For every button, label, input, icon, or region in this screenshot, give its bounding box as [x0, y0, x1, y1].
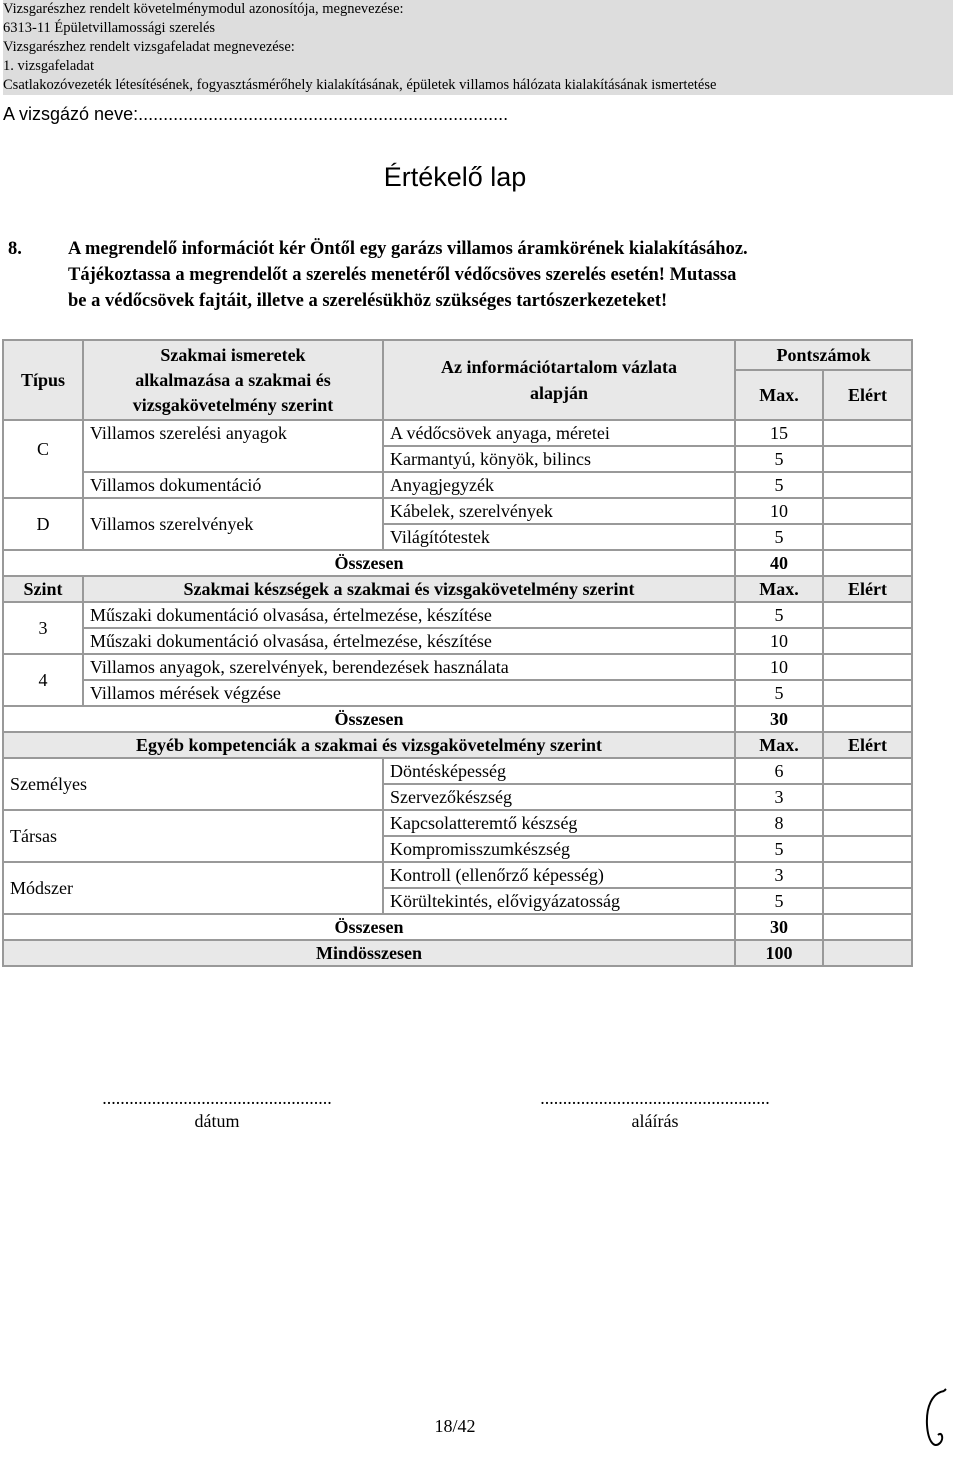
subtotal-label: Összesen	[3, 550, 735, 576]
date-label: dátum	[194, 1111, 240, 1131]
total-row	[3, 940, 912, 966]
subtotal-label: Összesen	[3, 706, 735, 732]
date-dots: ...................................................	[102, 1088, 332, 1108]
table-header-row	[3, 340, 912, 370]
table-row	[3, 862, 912, 888]
table-row	[3, 472, 912, 498]
area-villamos-szerelesi-anyagok: Villamos szerelési anyagok	[83, 420, 383, 472]
header-szakmai-line: vizsgakövetelmény szerint	[132, 394, 334, 415]
group-tarsas: Társas	[3, 810, 383, 862]
elert-cell[interactable]	[823, 498, 912, 524]
area-villamos-dokumentacio: Villamos dokumentáció	[83, 472, 383, 498]
type-d: D	[3, 498, 83, 550]
header-szakmai-line: alkalmazása a szakmai és	[135, 369, 331, 390]
elert-cell[interactable]	[823, 784, 912, 810]
header-line-1: Vizsgarészhez rendelt követelménymodul azonosítója, megnevezése:	[3, 1, 404, 17]
subtotal-value: 30	[735, 706, 823, 732]
task-number: 8.	[8, 239, 22, 259]
elert-cell[interactable]	[823, 862, 912, 888]
elert-cell[interactable]	[823, 472, 912, 498]
table-row	[3, 810, 912, 836]
header-pontszamok: Pontszámok	[735, 340, 912, 370]
max-cell: 8	[735, 810, 823, 836]
task-line-2: Tájékoztassa a megrendelőt a szerelés menetéről védőcsöves szerelés esetén! Mutassa	[68, 265, 737, 285]
header-line-5: Csatlakozóvezeték létesítésének, fogyasztásmérőhely kialakításának, épületek villamos hálózata kialakításának ismertetése	[3, 77, 717, 93]
info-cell: Karmantyú, könyök, bilincs	[383, 446, 735, 472]
elert-cell[interactable]	[823, 654, 912, 680]
table-row	[3, 498, 912, 524]
page-title: Értékelő lap	[383, 162, 527, 192]
table-row	[3, 654, 912, 680]
elert-cell[interactable]	[823, 680, 912, 706]
header-egyeb-kompetenciak: Egyéb kompetenciák a szakmai és vizsgakövetelmény szerint	[3, 732, 735, 758]
subtotal-value: 30	[735, 914, 823, 940]
max-cell: 3	[735, 862, 823, 888]
elert-cell[interactable]	[823, 914, 912, 940]
max-cell: 10	[735, 498, 823, 524]
max-cell: 5	[735, 446, 823, 472]
group-szemelyes: Személyes	[3, 758, 383, 810]
handwritten-mark-icon	[922, 1385, 954, 1455]
group-modszer: Módszer	[3, 862, 383, 914]
section-header-row	[3, 576, 912, 602]
page-header	[3, 0, 953, 95]
header-max: Max.	[735, 576, 823, 602]
header-line-4: 1. vizsgafeladat	[3, 58, 94, 74]
total-value: 100	[735, 940, 823, 966]
max-cell: 5	[735, 524, 823, 550]
table-row	[3, 680, 912, 706]
elert-cell[interactable]	[823, 524, 912, 550]
subtotal-row	[3, 550, 912, 576]
max-cell: 3	[735, 784, 823, 810]
competence-cell: Kompromisszumkészség	[383, 836, 735, 862]
level-4: 4	[3, 654, 83, 706]
max-cell: 5	[735, 836, 823, 862]
header-line-2: 6313-11 Épületvillamossági szerelés	[3, 20, 216, 36]
header-elert: Elért	[823, 576, 912, 602]
competence-cell: Körültekintés, elővigyázatosság	[383, 888, 735, 914]
elert-cell[interactable]	[823, 602, 912, 628]
elert-cell[interactable]	[823, 888, 912, 914]
header-elert: Elért	[823, 732, 912, 758]
task-description	[8, 236, 908, 314]
max-cell: 5	[735, 680, 823, 706]
signature-dots: ...................................................	[540, 1088, 770, 1108]
header-elert: Elért	[823, 370, 912, 420]
skill-cell: Műszaki dokumentáció olvasása, értelmezése, készítése	[83, 602, 735, 628]
header-line-3: Vizsgarészhez rendelt vizsgafeladat megnevezése:	[3, 39, 295, 55]
competence-cell: Kontroll (ellenőrző képesség)	[383, 862, 735, 888]
area-villamos-szerelvenyek: Villamos szerelvények	[83, 498, 383, 550]
skill-cell: Villamos anyagok, szerelvények, berendezések használata	[83, 654, 735, 680]
max-cell: 5	[735, 472, 823, 498]
elert-cell[interactable]	[823, 940, 912, 966]
skill-cell: Villamos mérések végzése	[83, 680, 735, 706]
header-tipus: Típus	[3, 340, 83, 420]
table-row	[3, 420, 912, 446]
page-number: 18/42	[434, 1416, 476, 1436]
header-info	[383, 340, 735, 420]
info-cell: Anyagjegyzék	[383, 472, 735, 498]
max-cell: 5	[735, 888, 823, 914]
elert-cell[interactable]	[823, 420, 912, 446]
header-szint: Szint	[3, 576, 83, 602]
info-cell: Világítótestek	[383, 524, 735, 550]
candidate-name-field: A vizsgázó neve:..........................................................................	[3, 104, 509, 124]
elert-cell[interactable]	[823, 446, 912, 472]
signature-label: aláírás	[631, 1111, 679, 1131]
max-cell: 15	[735, 420, 823, 446]
subtotal-row	[3, 914, 912, 940]
max-cell: 10	[735, 654, 823, 680]
task-line-3: be a védőcsövek fajtáit, illetve a szerelésükhöz szükséges tartószerkezeteket!	[68, 291, 668, 311]
info-cell: A védőcsövek anyaga, méretei	[383, 420, 735, 446]
competence-cell: Döntésképesség	[383, 758, 735, 784]
header-info-line: Az információtartalom vázlata	[441, 357, 677, 377]
max-cell: 10	[735, 628, 823, 654]
info-cell: Kábelek, szerelvények	[383, 498, 735, 524]
type-c: C	[3, 420, 83, 498]
evaluation-table	[2, 339, 913, 967]
header-info-line: alapján	[529, 383, 589, 403]
subtotal-row	[3, 706, 912, 732]
date-signature-block	[84, 1088, 350, 1132]
header-max: Max.	[735, 370, 823, 420]
total-label: Mindösszesen	[3, 940, 735, 966]
table-row	[3, 602, 912, 628]
table-row	[3, 758, 912, 784]
max-cell: 6	[735, 758, 823, 784]
elert-cell[interactable]	[823, 758, 912, 784]
header-szakmai-line: Szakmai ismeretek	[160, 344, 306, 365]
section-header-row	[3, 732, 912, 758]
skill-cell: Műszaki dokumentáció olvasása, értelmezése, készítése	[83, 628, 735, 654]
header-szakmai-keszsegek: Szakmai készségek a szakmai és vizsgakövetelmény szerint	[83, 576, 735, 602]
elert-cell[interactable]	[823, 550, 912, 576]
competence-cell: Szervezőkészség	[383, 784, 735, 810]
level-3: 3	[3, 602, 83, 654]
elert-cell[interactable]	[823, 836, 912, 862]
header-szakmai	[83, 340, 383, 420]
subtotal-label: Összesen	[3, 914, 735, 940]
elert-cell[interactable]	[823, 810, 912, 836]
subtotal-value: 40	[735, 550, 823, 576]
signature-block	[522, 1088, 788, 1132]
elert-cell[interactable]	[823, 628, 912, 654]
elert-cell[interactable]	[823, 706, 912, 732]
task-line-1: A megrendelő információt kér Öntől egy garázs villamos áramkörének kialakításához.	[68, 239, 748, 259]
max-cell: 5	[735, 602, 823, 628]
competence-cell: Kapcsolatteremtő készség	[383, 810, 735, 836]
table-row	[3, 628, 912, 654]
header-max: Max.	[735, 732, 823, 758]
